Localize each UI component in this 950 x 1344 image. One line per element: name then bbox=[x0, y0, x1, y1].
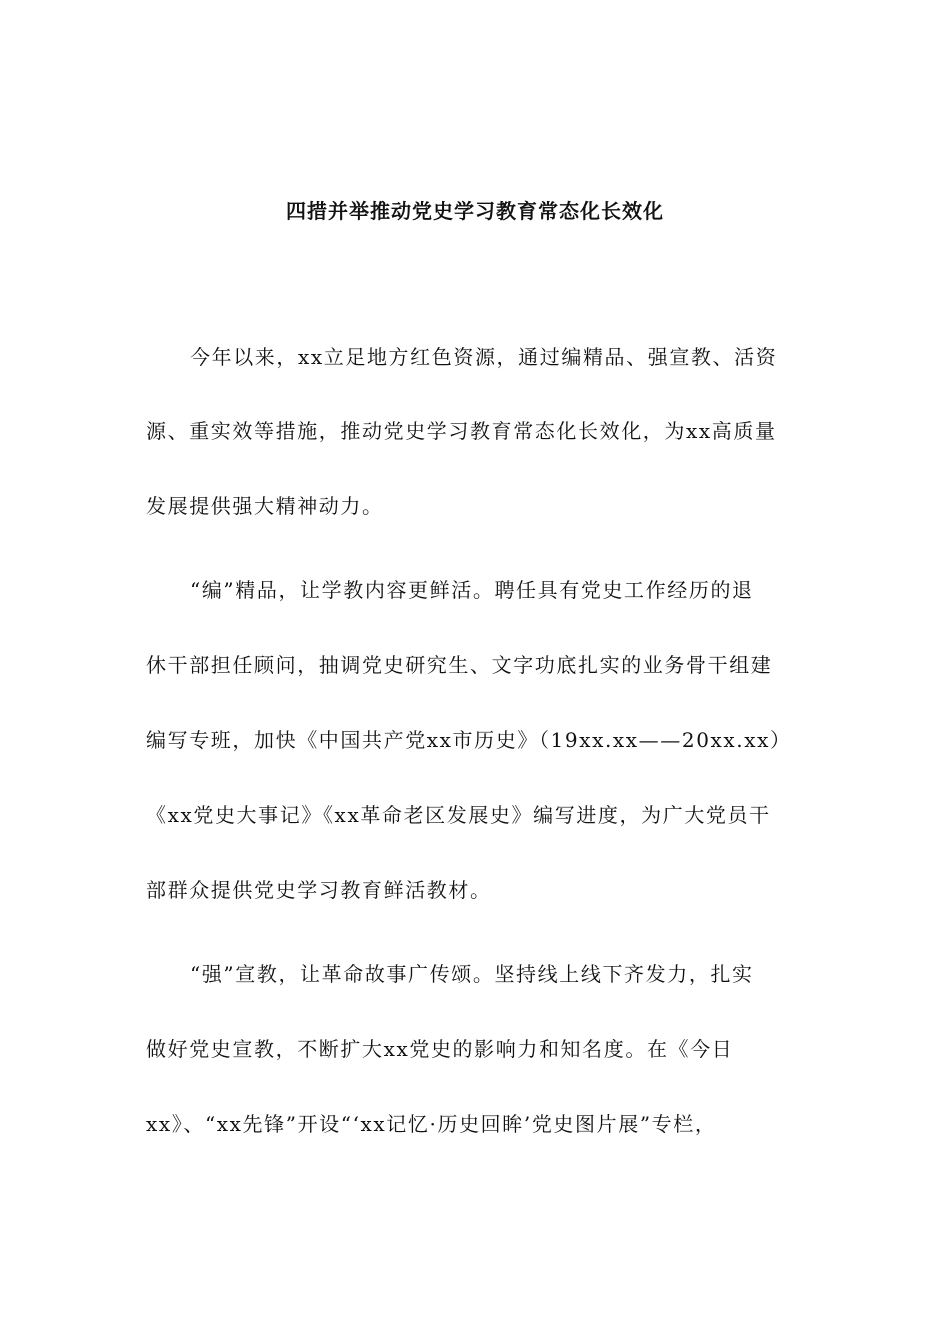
paragraph-line: 做好党史宣教，不断扩大xx党史的影响力和知名度。在《今日 bbox=[146, 1037, 734, 1061]
paragraph-line: 发展提供强大精神动力。 bbox=[146, 494, 384, 518]
paragraph-line: 今年以来，xx立足地方红色资源，通过编精品、强宣教、活资 bbox=[190, 345, 778, 369]
paragraph-line: 部群众提供党史学习教育鲜活教材。 bbox=[146, 878, 492, 902]
paragraph-line: 源、重实效等措施，推动党史学习教育常态化长效化，为xx高质量 bbox=[146, 419, 777, 443]
paragraph-line: “编”精品，让学教内容更鲜活。聘任具有党史工作经历的退 bbox=[190, 578, 754, 602]
paragraph-line: “强”宣教，让革命故事广传颂。坚持线上线下齐发力，扎实 bbox=[190, 962, 754, 986]
paragraph-line: 休干部担任顾问，抽调党史研究生、文字功底扎实的业务骨干组建 bbox=[146, 653, 773, 677]
paragraph-line: 《xx党史大事记》《xx革命老区发展史》编写进度，为广大党员干 bbox=[146, 803, 771, 827]
paragraph-line: xx》、“xx先锋”开设“‘xx记忆·历史回眸’党史图片展”专栏， bbox=[146, 1112, 717, 1136]
document-title: 四措并举推动党史学习教育常态化长效化 bbox=[286, 199, 664, 223]
paragraph-line: 编写专班，加快《中国共产党xx市历史》（19xx.xx——20xx.xx） bbox=[146, 728, 792, 752]
